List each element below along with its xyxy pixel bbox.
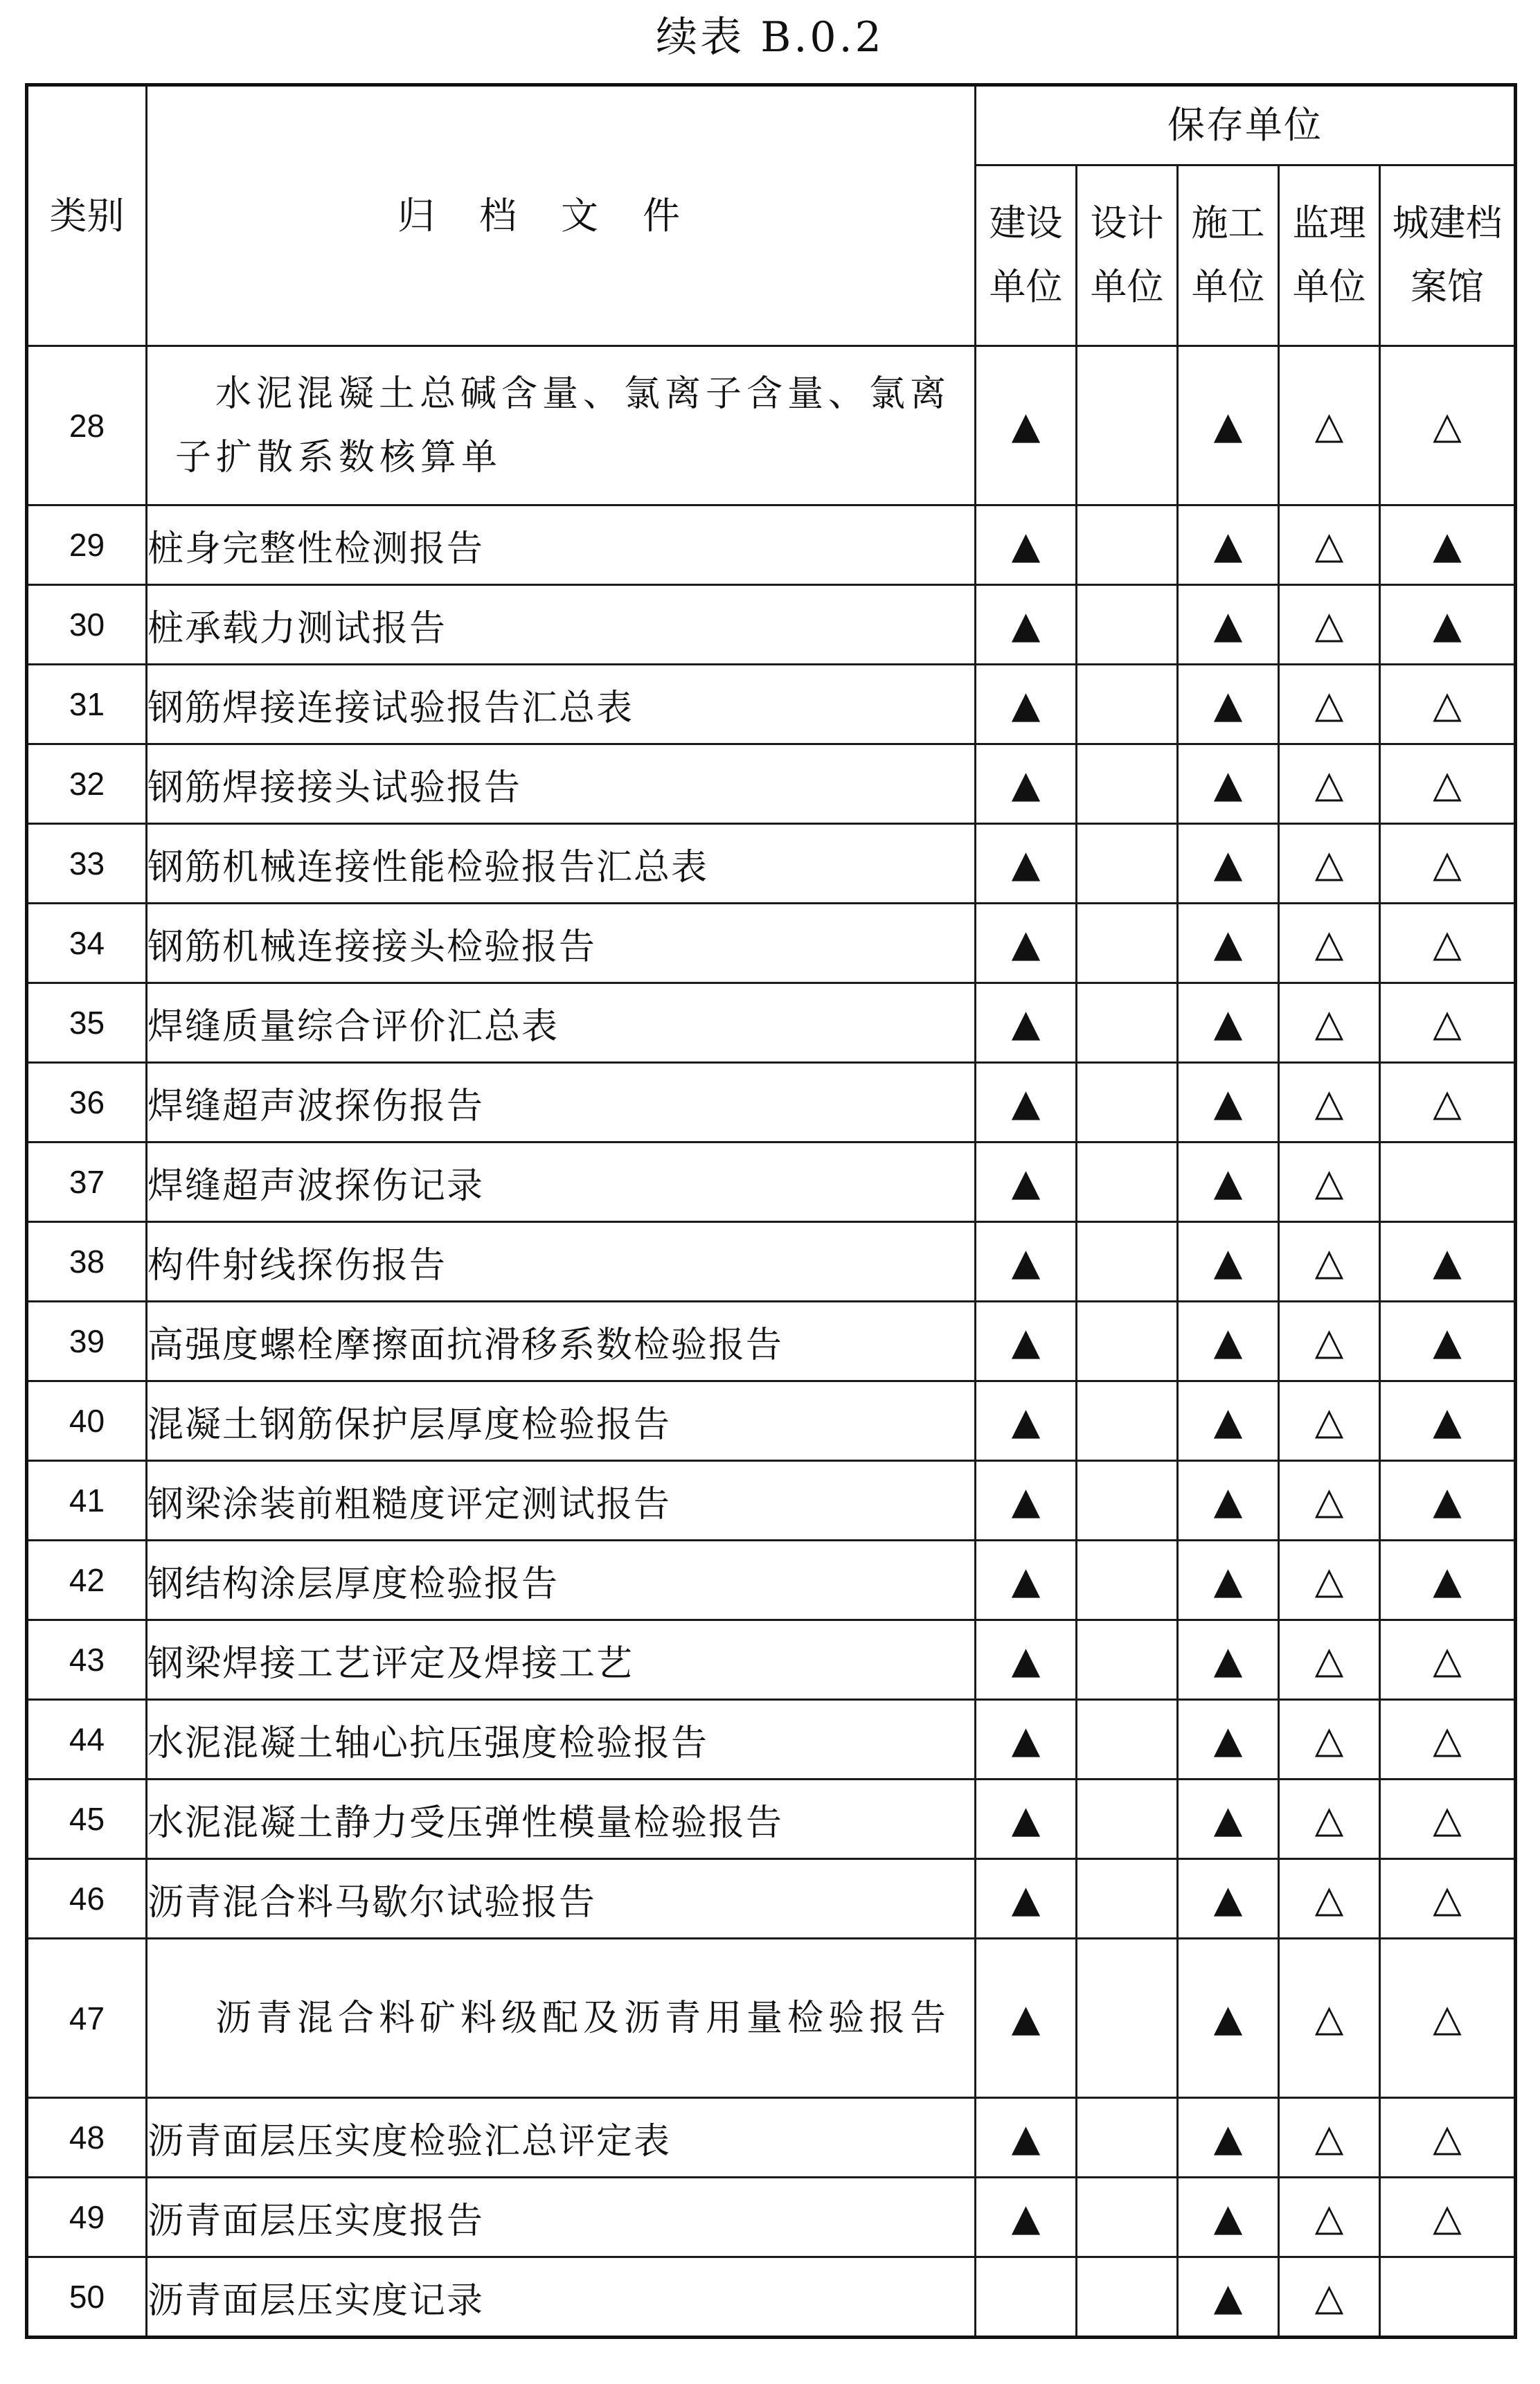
header-unit-archive: 城建档 案馆 <box>1380 165 1516 346</box>
mark-builder-filled-triangle-icon: ▲ <box>1178 1222 1279 1302</box>
row-document: 钢梁涂装前粗糙度评定测试报告 <box>147 1461 976 1541</box>
mark-design-empty <box>1077 744 1178 824</box>
row-document: 桩身完整性检测报告 <box>147 505 976 585</box>
mark-archive-hollow-triangle-icon: △ <box>1380 744 1516 824</box>
mark-design-empty <box>1077 904 1178 983</box>
mark-builder-filled-triangle-icon: ▲ <box>1178 744 1279 824</box>
row-document: 水泥混凝土总碱含量、氯离子含量、氯离子扩散系数核算单 <box>147 346 976 505</box>
mark-supervision-hollow-triangle-icon: △ <box>1279 346 1380 505</box>
row-document: 钢筋机械连接接头检验报告 <box>147 904 976 983</box>
header-unit-construction: 建设 单位 <box>976 165 1077 346</box>
mark-design-empty <box>1077 1620 1178 1700</box>
row-number: 43 <box>27 1620 147 1700</box>
mark-builder-filled-triangle-icon: ▲ <box>1178 1859 1279 1939</box>
row-document: 钢筋机械连接性能检验报告汇总表 <box>147 824 976 904</box>
row-number: 49 <box>27 2178 147 2257</box>
mark-archive-filled-triangle-icon: ▲ <box>1380 1302 1516 1381</box>
row-number: 31 <box>27 665 147 744</box>
row-number: 44 <box>27 1700 147 1780</box>
mark-construction-filled-triangle-icon: ▲ <box>976 824 1077 904</box>
table-row <box>27 824 1516 904</box>
mark-supervision-hollow-triangle-icon: △ <box>1279 1620 1380 1700</box>
row-number: 34 <box>27 904 147 983</box>
row-document: 钢结构涂层厚度检验报告 <box>147 1541 976 1620</box>
mark-design-empty <box>1077 346 1178 505</box>
mark-archive-empty <box>1380 1142 1516 1222</box>
row-document: 钢梁焊接工艺评定及焊接工艺 <box>147 1620 976 1700</box>
table-row <box>27 585 1516 665</box>
row-number: 42 <box>27 1541 147 1620</box>
mark-builder-filled-triangle-icon: ▲ <box>1178 505 1279 585</box>
table-row <box>27 904 1516 983</box>
mark-archive-filled-triangle-icon: ▲ <box>1380 1541 1516 1620</box>
mark-construction-filled-triangle-icon: ▲ <box>976 1142 1077 1222</box>
mark-supervision-hollow-triangle-icon: △ <box>1279 2178 1380 2257</box>
mark-archive-hollow-triangle-icon: △ <box>1380 1063 1516 1142</box>
mark-builder-filled-triangle-icon: ▲ <box>1178 1381 1279 1461</box>
row-document: 钢筋焊接连接试验报告汇总表 <box>147 665 976 744</box>
mark-design-empty <box>1077 1700 1178 1780</box>
row-number: 38 <box>27 1222 147 1302</box>
row-document: 水泥混凝土轴心抗压强度检验报告 <box>147 1700 976 1780</box>
mark-archive-hollow-triangle-icon: △ <box>1380 2098 1516 2178</box>
row-number: 32 <box>27 744 147 824</box>
row-number: 41 <box>27 1461 147 1541</box>
table-row <box>27 1939 1516 2098</box>
mark-archive-hollow-triangle-icon: △ <box>1380 983 1516 1063</box>
mark-construction-filled-triangle-icon: ▲ <box>976 1700 1077 1780</box>
mark-design-empty <box>1077 1859 1178 1939</box>
mark-archive-empty <box>1380 2257 1516 2338</box>
mark-construction-filled-triangle-icon: ▲ <box>976 665 1077 744</box>
mark-builder-filled-triangle-icon: ▲ <box>1178 346 1279 505</box>
mark-builder-filled-triangle-icon: ▲ <box>1178 1939 1279 2098</box>
mark-supervision-hollow-triangle-icon: △ <box>1279 2098 1380 2178</box>
mark-supervision-hollow-triangle-icon: △ <box>1279 1780 1380 1859</box>
row-number: 36 <box>27 1063 147 1142</box>
table-row <box>27 1620 1516 1700</box>
mark-design-empty <box>1077 1461 1178 1541</box>
mark-archive-hollow-triangle-icon: △ <box>1380 824 1516 904</box>
mark-builder-filled-triangle-icon: ▲ <box>1178 1302 1279 1381</box>
mark-builder-filled-triangle-icon: ▲ <box>1178 585 1279 665</box>
row-document: 沥青混合料马歇尔试验报告 <box>147 1859 976 1939</box>
header-unit-builder: 施工 单位 <box>1178 165 1279 346</box>
header-unit-group: 保存单位 <box>976 85 1516 165</box>
row-number: 45 <box>27 1780 147 1859</box>
mark-supervision-hollow-triangle-icon: △ <box>1279 1541 1380 1620</box>
mark-design-empty <box>1077 505 1178 585</box>
table-row <box>27 1222 1516 1302</box>
row-document: 沥青面层压实度检验汇总评定表 <box>147 2098 976 2178</box>
row-document: 沥青面层压实度报告 <box>147 2178 976 2257</box>
row-number: 46 <box>27 1859 147 1939</box>
header-unit-supervision: 监理 单位 <box>1279 165 1380 346</box>
mark-builder-filled-triangle-icon: ▲ <box>1178 1461 1279 1541</box>
mark-design-empty <box>1077 1939 1178 2098</box>
mark-design-empty <box>1077 2257 1178 2338</box>
row-number: 30 <box>27 585 147 665</box>
mark-builder-filled-triangle-icon: ▲ <box>1178 2098 1279 2178</box>
mark-construction-filled-triangle-icon: ▲ <box>976 1063 1077 1142</box>
mark-supervision-hollow-triangle-icon: △ <box>1279 824 1380 904</box>
mark-archive-filled-triangle-icon: ▲ <box>1380 1381 1516 1461</box>
mark-builder-filled-triangle-icon: ▲ <box>1178 1620 1279 1700</box>
mark-builder-filled-triangle-icon: ▲ <box>1178 824 1279 904</box>
mark-design-empty <box>1077 824 1178 904</box>
row-document: 焊缝超声波探伤报告 <box>147 1063 976 1142</box>
table-row <box>27 1541 1516 1620</box>
mark-design-empty <box>1077 2178 1178 2257</box>
row-number: 28 <box>27 346 147 505</box>
mark-builder-filled-triangle-icon: ▲ <box>1178 983 1279 1063</box>
row-number: 35 <box>27 983 147 1063</box>
row-number: 48 <box>27 2098 147 2178</box>
mark-supervision-hollow-triangle-icon: △ <box>1279 665 1380 744</box>
row-document: 混凝土钢筋保护层厚度检验报告 <box>147 1381 976 1461</box>
mark-construction-filled-triangle-icon: ▲ <box>976 2098 1077 2178</box>
row-document: 水泥混凝土静力受压弹性模量检验报告 <box>147 1780 976 1859</box>
mark-design-empty <box>1077 2098 1178 2178</box>
mark-supervision-hollow-triangle-icon: △ <box>1279 505 1380 585</box>
mark-builder-filled-triangle-icon: ▲ <box>1178 1700 1279 1780</box>
mark-construction-filled-triangle-icon: ▲ <box>976 1302 1077 1381</box>
mark-supervision-hollow-triangle-icon: △ <box>1279 904 1380 983</box>
mark-construction-filled-triangle-icon: ▲ <box>976 1939 1077 2098</box>
mark-construction-filled-triangle-icon: ▲ <box>976 1461 1077 1541</box>
mark-construction-empty <box>976 2257 1077 2338</box>
mark-supervision-hollow-triangle-icon: △ <box>1279 1063 1380 1142</box>
mark-archive-hollow-triangle-icon: △ <box>1380 904 1516 983</box>
mark-archive-filled-triangle-icon: ▲ <box>1380 585 1516 665</box>
mark-construction-filled-triangle-icon: ▲ <box>976 1859 1077 1939</box>
mark-archive-filled-triangle-icon: ▲ <box>1380 1222 1516 1302</box>
mark-supervision-hollow-triangle-icon: △ <box>1279 744 1380 824</box>
mark-construction-filled-triangle-icon: ▲ <box>976 1620 1077 1700</box>
mark-archive-hollow-triangle-icon: △ <box>1380 1859 1516 1939</box>
row-document: 沥青混合料矿料级配及沥青用量检验报告 <box>147 1939 976 2098</box>
mark-supervision-hollow-triangle-icon: △ <box>1279 1302 1380 1381</box>
mark-archive-hollow-triangle-icon: △ <box>1380 1939 1516 2098</box>
mark-archive-hollow-triangle-icon: △ <box>1380 1700 1516 1780</box>
mark-design-empty <box>1077 1063 1178 1142</box>
mark-construction-filled-triangle-icon: ▲ <box>976 505 1077 585</box>
mark-design-empty <box>1077 1222 1178 1302</box>
mark-builder-filled-triangle-icon: ▲ <box>1178 1780 1279 1859</box>
row-number: 29 <box>27 505 147 585</box>
mark-design-empty <box>1077 1381 1178 1461</box>
header-category: 类别 <box>27 85 147 346</box>
header-unit-design: 设计 单位 <box>1077 165 1178 346</box>
mark-construction-filled-triangle-icon: ▲ <box>976 346 1077 505</box>
mark-construction-filled-triangle-icon: ▲ <box>976 2178 1077 2257</box>
table-row <box>27 1381 1516 1461</box>
row-document: 高强度螺栓摩擦面抗滑移系数检验报告 <box>147 1302 976 1381</box>
mark-archive-filled-triangle-icon: ▲ <box>1380 1461 1516 1541</box>
mark-design-empty <box>1077 665 1178 744</box>
row-document: 焊缝超声波探伤记录 <box>147 1142 976 1222</box>
mark-design-empty <box>1077 585 1178 665</box>
mark-archive-hollow-triangle-icon: △ <box>1380 2178 1516 2257</box>
mark-design-empty <box>1077 1302 1178 1381</box>
mark-design-empty <box>1077 1780 1178 1859</box>
row-number: 33 <box>27 824 147 904</box>
header-document: 归档文件 <box>147 85 976 346</box>
header-row-1 <box>27 85 1516 165</box>
mark-builder-filled-triangle-icon: ▲ <box>1178 665 1279 744</box>
mark-supervision-hollow-triangle-icon: △ <box>1279 1461 1380 1541</box>
table-row <box>27 1859 1516 1939</box>
mark-supervision-hollow-triangle-icon: △ <box>1279 585 1380 665</box>
table-row <box>27 1142 1516 1222</box>
mark-supervision-hollow-triangle-icon: △ <box>1279 1939 1380 2098</box>
row-document: 沥青面层压实度记录 <box>147 2257 976 2338</box>
mark-construction-filled-triangle-icon: ▲ <box>976 1222 1077 1302</box>
archive-table <box>25 83 1517 2339</box>
mark-supervision-hollow-triangle-icon: △ <box>1279 1859 1380 1939</box>
table-row <box>27 1063 1516 1142</box>
table-row <box>27 1461 1516 1541</box>
mark-construction-filled-triangle-icon: ▲ <box>976 744 1077 824</box>
table-row <box>27 2257 1516 2338</box>
row-document: 焊缝质量综合评价汇总表 <box>147 983 976 1063</box>
mark-supervision-hollow-triangle-icon: △ <box>1279 1700 1380 1780</box>
mark-construction-filled-triangle-icon: ▲ <box>976 1780 1077 1859</box>
table-row <box>27 665 1516 744</box>
table-row <box>27 2098 1516 2178</box>
row-number: 40 <box>27 1381 147 1461</box>
row-document: 钢筋焊接接头试验报告 <box>147 744 976 824</box>
table-row <box>27 505 1516 585</box>
table-header <box>27 85 1516 346</box>
mark-builder-filled-triangle-icon: ▲ <box>1178 1541 1279 1620</box>
mark-archive-hollow-triangle-icon: △ <box>1380 1780 1516 1859</box>
mark-supervision-hollow-triangle-icon: △ <box>1279 983 1380 1063</box>
mark-supervision-hollow-triangle-icon: △ <box>1279 2257 1380 2338</box>
mark-builder-filled-triangle-icon: ▲ <box>1178 1142 1279 1222</box>
mark-supervision-hollow-triangle-icon: △ <box>1279 1222 1380 1302</box>
mark-construction-filled-triangle-icon: ▲ <box>976 983 1077 1063</box>
mark-supervision-hollow-triangle-icon: △ <box>1279 1381 1380 1461</box>
table-row <box>27 346 1516 505</box>
mark-design-empty <box>1077 1541 1178 1620</box>
row-number: 39 <box>27 1302 147 1381</box>
table-row <box>27 1302 1516 1381</box>
page-title: 续表 B.0.2 <box>656 13 884 62</box>
mark-construction-filled-triangle-icon: ▲ <box>976 585 1077 665</box>
table-row <box>27 2178 1516 2257</box>
mark-builder-filled-triangle-icon: ▲ <box>1178 1063 1279 1142</box>
mark-construction-filled-triangle-icon: ▲ <box>976 904 1077 983</box>
table-row <box>27 1780 1516 1859</box>
mark-archive-filled-triangle-icon: ▲ <box>1380 505 1516 585</box>
mark-construction-filled-triangle-icon: ▲ <box>976 1541 1077 1620</box>
mark-archive-hollow-triangle-icon: △ <box>1380 346 1516 505</box>
table-body <box>27 346 1516 2338</box>
mark-builder-filled-triangle-icon: ▲ <box>1178 904 1279 983</box>
row-document: 构件射线探伤报告 <box>147 1222 976 1302</box>
mark-builder-filled-triangle-icon: ▲ <box>1178 2178 1279 2257</box>
row-number: 50 <box>27 2257 147 2338</box>
mark-design-empty <box>1077 983 1178 1063</box>
table-row <box>27 1700 1516 1780</box>
mark-archive-hollow-triangle-icon: △ <box>1380 665 1516 744</box>
row-document: 桩承载力测试报告 <box>147 585 976 665</box>
table-row <box>27 744 1516 824</box>
mark-supervision-hollow-triangle-icon: △ <box>1279 1142 1380 1222</box>
mark-construction-filled-triangle-icon: ▲ <box>976 1381 1077 1461</box>
row-number: 37 <box>27 1142 147 1222</box>
row-number: 47 <box>27 1939 147 2098</box>
mark-builder-filled-triangle-icon: ▲ <box>1178 2257 1279 2338</box>
mark-archive-hollow-triangle-icon: △ <box>1380 1620 1516 1700</box>
table-row <box>27 983 1516 1063</box>
mark-design-empty <box>1077 1142 1178 1222</box>
